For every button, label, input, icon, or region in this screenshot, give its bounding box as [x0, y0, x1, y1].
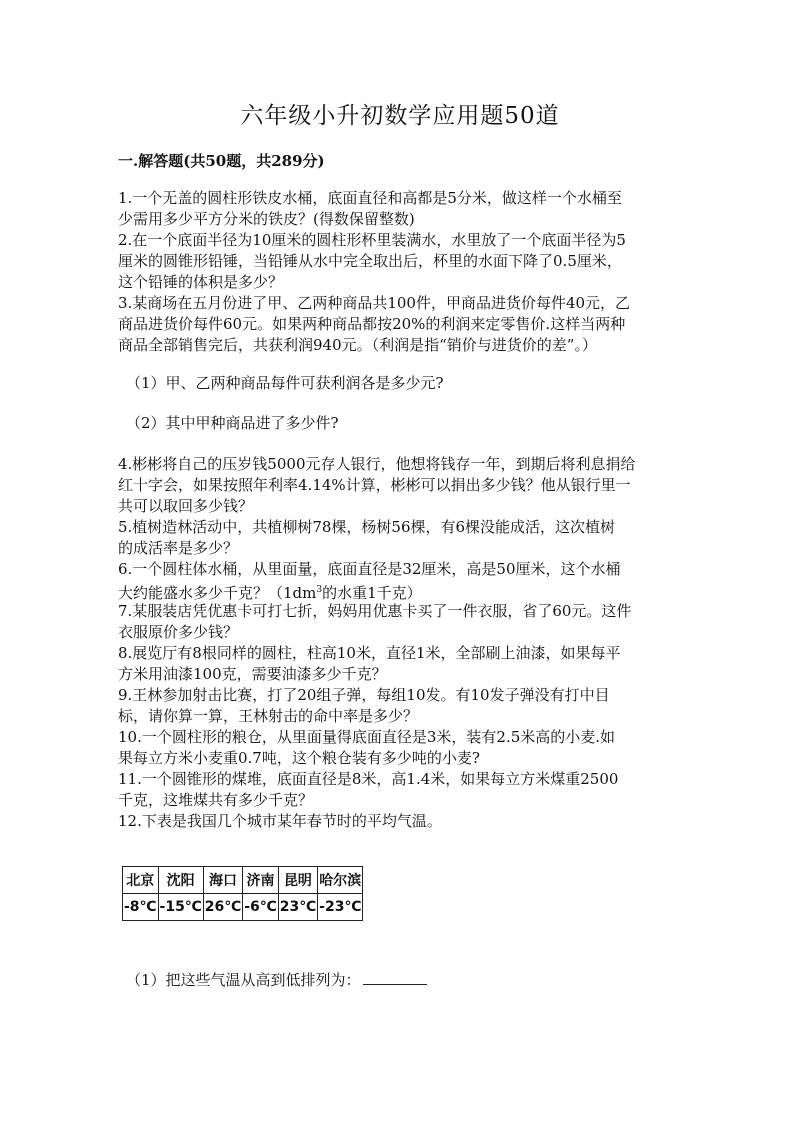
question-line: 商品进货价每件60元。如果两种商品都按20%的利润来定零售价.这样当两种: [118, 315, 626, 333]
question-line: 共可以取回多少钱？: [118, 497, 254, 515]
question-line: 千克，这堆煤共有多少千克？: [118, 791, 314, 809]
question-line: 8.展览厅有8根同样的圆柱，柱高10米，直径1米，全部刷上油漆，如果每平: [118, 644, 621, 662]
table-cell: -6℃: [243, 894, 279, 921]
table-cell: 23℃: [278, 894, 317, 921]
table-cell: -15℃: [158, 894, 203, 921]
question-line: 标，请你算一算，王林射击的命中率是多少？: [118, 707, 419, 725]
table-row: [123, 894, 363, 921]
table-cell: 沈阳: [158, 867, 203, 894]
question-line: [118, 580, 422, 603]
table-cell: 济南: [243, 867, 279, 894]
section-heading: 一.解答题(共50题，共289分): [118, 152, 325, 170]
question-line: 这个铅锤的体积是多少？: [118, 273, 284, 291]
question-line: 2.在一个底面半径为10厘米的圆柱形杯里装满水，水里放了一个底面半径为5: [118, 231, 626, 249]
superscript: 3: [316, 585, 323, 595]
question-line: 10.一个圆柱形的粮仓，从里面量得底面直径是3米，装有2.5米高的小麦.如: [118, 728, 616, 746]
temperature-table: [122, 866, 363, 921]
answer-blank[interactable]: [363, 970, 427, 985]
question-line: 的成活率是多少？: [118, 539, 239, 557]
table-cell: 26℃: [203, 894, 242, 921]
table-cell: -8℃: [123, 894, 159, 921]
sub-question: （2）其中甲种商品进了多少件?: [126, 414, 339, 432]
question-text: （1）把这些气温从高到低排列为：: [126, 971, 361, 989]
question-line: 9.王林参加射击比赛，打了20组子弹，每组10发。有10发子弹没有打中目: [118, 686, 610, 704]
table-cell: 海口: [203, 867, 242, 894]
question-line: 7.某服装店凭优惠卡可打七折，妈妈用优惠卡买了一件衣服，省了60元。这件: [118, 602, 632, 620]
question-line: 5.植树造林活动中，共植柳树78棵，杨树56棵，有6棵没能成活，这次植树: [118, 518, 616, 536]
sub-question: [126, 970, 427, 990]
question-line: 商品全部销售完后，共获利润940元。（利润是指“销价与进货价的差”。）: [118, 336, 597, 354]
question-line: 方米用油漆100克，需要油漆多少千克？: [118, 665, 387, 683]
page-title: 六年级小升初数学应用题50道: [240, 103, 560, 129]
question-line: 12.下表是我国几个城市某年春节时的平均气温。: [118, 812, 442, 830]
question-line: 厘米的圆锥形铅锤，当铅锤从水中完全取出后，杯里的水面下降了0.5厘米，: [118, 252, 622, 270]
question-line: 6.一个圆柱体水桶，从里面量，底面直径是32厘米，高是50厘米，这个水桶: [118, 560, 621, 578]
question-line: 3.某商场在五月份进了甲、乙两种商品共100件，甲商品进货价每件40元，乙: [118, 294, 631, 312]
question-line: 红十字会，如果按照年利率4.14%计算，彬彬可以捐出多少钱？他从银行里一: [118, 476, 631, 494]
table-cell: 哈尔滨: [318, 867, 363, 894]
table-cell: 昆明: [278, 867, 317, 894]
question-line: 11.一个圆锥形的煤堆，底面直径是8米，高1.4米，如果每立方米煤重2500: [118, 770, 619, 788]
question-line: 4.彬彬将自己的压岁钱5000元存人银行，他想将钱存一年，到期后将利息捐给: [118, 455, 636, 473]
table-cell: -23℃: [318, 894, 363, 921]
question-line: 果每立方米小麦重0.7吨，这个粮仓装有多少吨的小麦?: [118, 749, 480, 767]
question-line: 少需用多少平方分米的铁皮？(得数保留整数): [118, 210, 415, 228]
sub-question: （1）甲、乙两种商品每件可获利润各是多少元?: [126, 374, 444, 392]
table-row: [123, 867, 363, 894]
table-cell: 北京: [123, 867, 159, 894]
question-line: 1.一个无盖的圆柱形铁皮水桶，底面直径和高都是5分米，做这样一个水桶至: [118, 189, 622, 207]
question-text: 的水重1千克）: [322, 584, 422, 602]
question-text: 大约能盛水多少千克？（1dm: [118, 584, 317, 602]
question-line: 衣服原价多少钱？: [118, 623, 239, 641]
